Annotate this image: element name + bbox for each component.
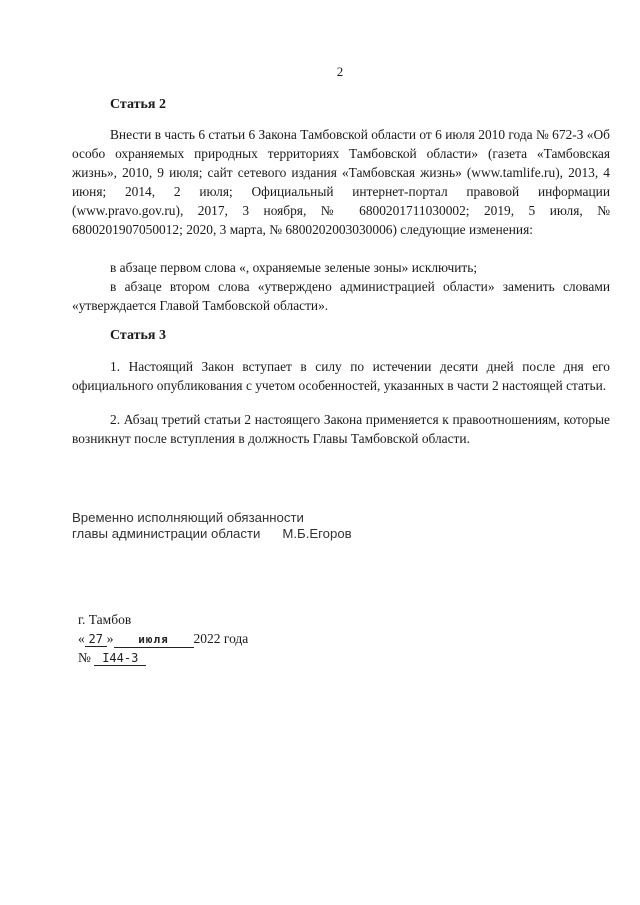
date-year: 2022 года (193, 631, 249, 646)
signature-block (72, 510, 352, 542)
signature-title-line-2-text: главы администрации области (72, 526, 261, 541)
page-number: 2 (336, 64, 344, 79)
article-2-paragraph-2: в абзаце первом слова «, охраняемые зеленые зоны» исключить; (110, 260, 478, 275)
date-day: 27 (85, 632, 107, 647)
document-number: I44-З (94, 651, 146, 666)
date-close-quote: » (106, 631, 114, 646)
article-3-paragraph-1: 1. Настоящий Закон вступает в силу по истечении десяти дней после дня его официального опубликования с учетом особенностей, указанных в части 2 настоящей статьи. (72, 359, 610, 393)
article-2-paragraph-3: в абзаце втором слова «утверждено администрацией области» заменить словами «утверждается Главой Тамбовской области». (72, 279, 610, 313)
number-line (78, 648, 248, 667)
number-sign: № (78, 650, 91, 665)
signatory-name: М.Б.Егоров (282, 526, 352, 541)
article-2-heading: Статья 2 (110, 97, 166, 112)
article-2-paragraph-1: Внести в часть 6 статьи 6 Закона Тамбовской области от 6 июля 2010 года № 672-З «Об особо охраняемых природных территориях Тамбовской области» (газета «Тамбовская жизнь», 2010, 9 июля; сайт сетевого издания «Тамбовская жизнь» (www.tamlife.ru), 2013, 4 июня; 2014, 2 июля; Официальный интернет-портал правовой информации (www.pravo.gov.ru), 2017, 3 ноября, № 6800201711030002; 2019, 5 июля, № 6800201907050012; 2020, 3 марта, № 6800202003030006) следующие изменения: (72, 127, 610, 237)
city-line: г. Тамбов (78, 612, 132, 627)
place-date-number-block (78, 610, 248, 667)
signature-title-line-2 (72, 526, 352, 542)
article-3-heading: Статья 3 (110, 328, 166, 343)
date-open-quote: « (78, 631, 85, 646)
date-month: июля (114, 633, 194, 648)
date-line (78, 629, 248, 648)
article-3-paragraph-2: 2. Абзац третий статьи 2 настоящего Закона применяется к правоотношениям, которые возникнут после вступления в должность Главы Тамбовской области. (72, 412, 610, 446)
signature-title-line-1: Временно исполняющий обязанности (72, 510, 304, 525)
